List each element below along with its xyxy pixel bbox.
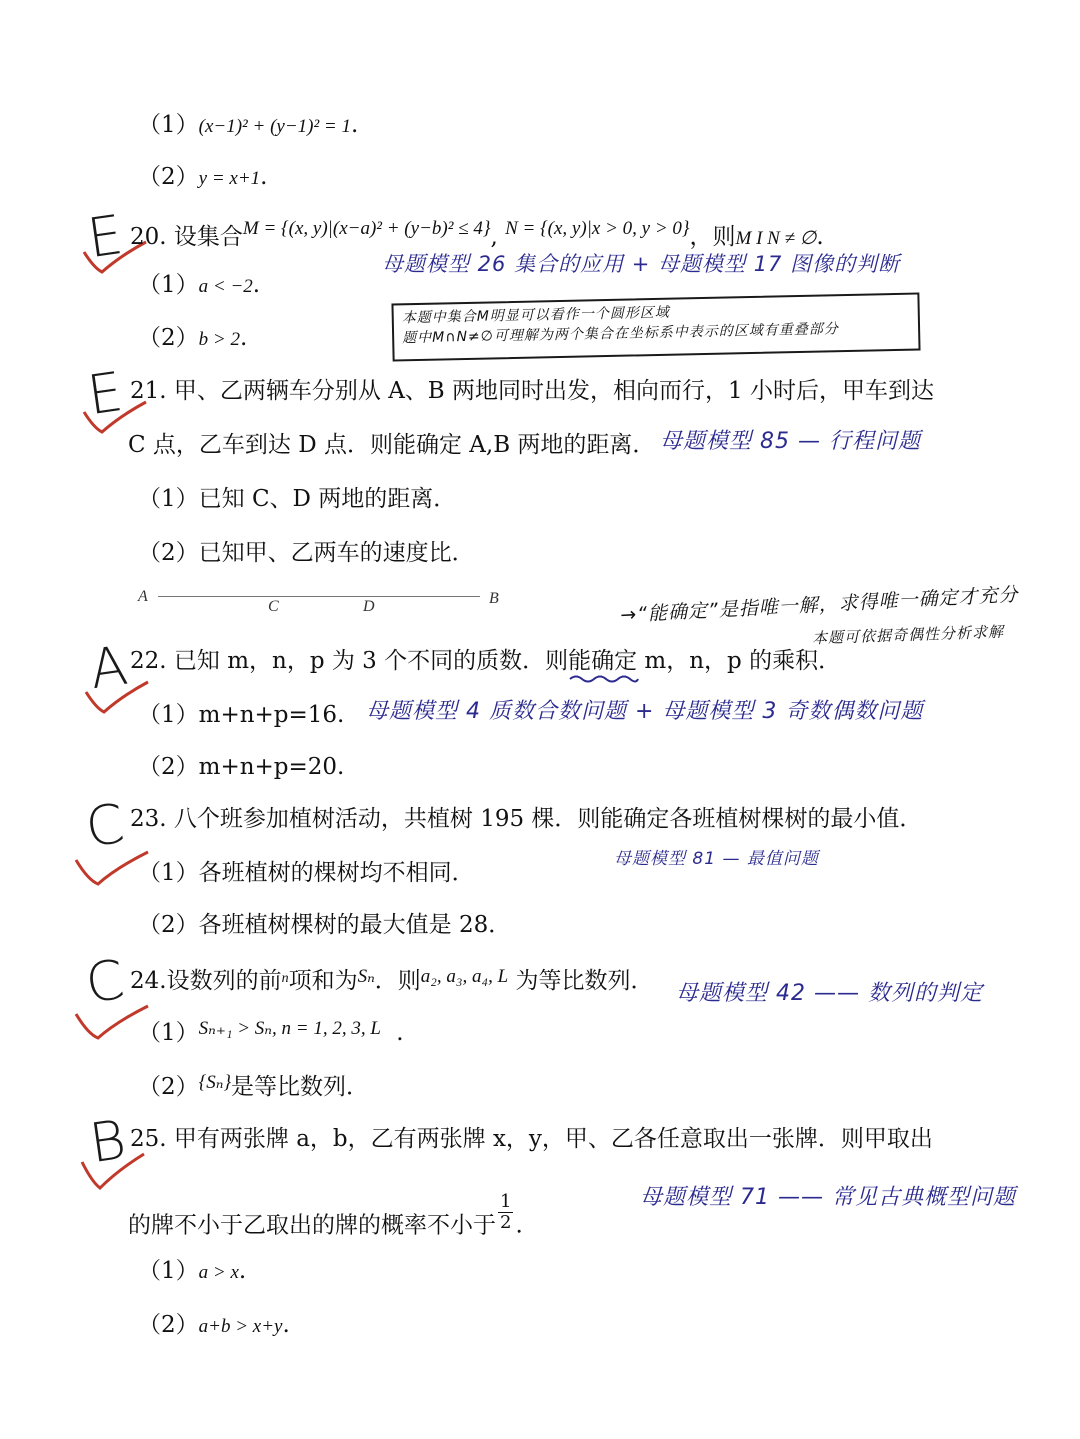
choice-label: （1） — [138, 272, 199, 298]
stem-text: 项和为 — [288, 968, 358, 994]
choice-formula: a+b > x+y — [198, 1316, 283, 1337]
stem-end: . — [816, 224, 824, 250]
q25-stem-line1 — [130, 1126, 933, 1154]
fraction-numerator: 1 — [500, 1191, 512, 1212]
stem-text: 甲、乙两辆车分别从 A、B 两地同时出发，相向而行，1 小时后，甲车到达 — [173, 378, 934, 404]
q24-choice-1 — [138, 1020, 404, 1048]
choice-formula: a > x — [198, 1262, 239, 1283]
q25-stem-line2 — [128, 1191, 523, 1247]
fraction-denominator: 2 — [500, 1211, 512, 1233]
question-number: 21. — [130, 378, 167, 404]
stem-text: 八个班参加植树活动，共植树 195 棵．则能确定各班植树棵树的最小值． — [173, 806, 923, 832]
handwritten-note-q25: 母题模型 71 —— 常见古典概型问题 — [640, 1185, 1016, 1210]
choice-formula: b > 2 — [198, 329, 240, 350]
question-number: 25. — [130, 1126, 167, 1152]
box-note-line: 本题中集合M明显可以看作一个圆形区域 — [401, 304, 670, 327]
handwritten-note-q20: 母题模型 26 集合的应用 + 母题模型 17 图像的判断 — [382, 252, 901, 276]
variable-n: n — [281, 971, 289, 986]
answer-mark-q21: E — [83, 359, 127, 428]
choice-formula: a < −2 — [198, 276, 253, 297]
stem-text: 设数列的前 — [166, 968, 282, 994]
q21-stem-line1 — [130, 378, 934, 406]
q24-choice-2 — [138, 1074, 369, 1102]
variable-s: Sₙ — [357, 966, 375, 987]
q23-choice-2: （2）各班植树棵树的最大值是 28． — [138, 912, 512, 938]
q21-stem-line2: C 点，乙车到达 D 点．则能确定 A,B 两地的距离． — [128, 432, 656, 458]
box-note-line: 题中M∩N≠∅可理解为两个集合在坐标系中表示的区域有重叠部分 — [402, 321, 839, 347]
choice-formula: y = x+1 — [198, 168, 261, 189]
q23-stem — [130, 806, 922, 834]
diagram-label-c: C — [268, 598, 279, 615]
choice-label: （2） — [138, 1074, 199, 1100]
answer-mark-q24: C — [81, 947, 128, 1016]
stem-text: ．则 — [374, 968, 421, 994]
question-number: 22. — [130, 648, 167, 674]
set-m-formula: M = {(x, y)|(x−a)² + (y−b)² ≤ 4} — [242, 218, 491, 239]
choice-end: . — [252, 272, 261, 298]
q21-choice-2: （2）已知甲、乙两车的速度比． — [138, 540, 475, 566]
choice-end: . — [396, 1020, 404, 1046]
stem-text: 设集合 — [173, 224, 243, 250]
choice-text: 是等比数列． — [231, 1074, 370, 1100]
handwritten-note-q24: 母题模型 42 —— 数列的判定 — [676, 981, 983, 1006]
wavy-underline-icon — [568, 674, 640, 684]
choice-label: （1） — [138, 112, 199, 138]
answer-mark-q20: E — [83, 202, 127, 271]
handwritten-note-q21: 母题模型 85 — 行程问题 — [660, 429, 921, 454]
answer-mark-q25: B — [85, 1107, 130, 1176]
diagram-segment — [158, 596, 480, 597]
diagram-label-d: D — [363, 598, 375, 615]
handwritten-side-note-line1: →“能确定”是指唯一解，求得唯一确定才充分 — [619, 583, 1019, 627]
choice-label: （2） — [138, 325, 199, 351]
choice-formula: {Sₙ} — [198, 1072, 232, 1093]
choice-end: . — [260, 164, 268, 190]
keyword-text: 能确定 — [568, 648, 638, 674]
stem-text: m，n，p 的乘积． — [637, 648, 842, 674]
question-number: 20. — [130, 224, 167, 250]
q19-choice-1 — [138, 112, 358, 140]
question-number: 24. — [130, 968, 167, 994]
q22-stem — [130, 648, 841, 676]
choice-label: （2） — [138, 164, 199, 190]
q20-choice-1 — [138, 272, 260, 300]
condition-formula: M I N ≠ ∅ — [735, 228, 817, 249]
handwritten-box-note — [391, 292, 920, 361]
stem-text: , — [490, 224, 498, 250]
q20-choice-2 — [138, 325, 247, 353]
q22-choice-1: （1）m+n+p=16. — [138, 702, 345, 728]
sequence-formula: a₂, a₃, a₄, L — [420, 966, 509, 987]
answer-mark-q22: A — [85, 633, 132, 702]
q19-choice-2 — [138, 164, 267, 192]
handwritten-note-q22: 母题模型 4 质数合数问题 + 母题模型 3 奇数偶数问题 — [366, 699, 924, 724]
stem-text: 的牌不小于乙取出的牌的概率不小于 — [128, 1212, 496, 1239]
check-mark-icon — [78, 1150, 148, 1194]
choice-end: . — [239, 325, 248, 351]
q22-choice-2: （2）m+n+p=20. — [138, 754, 345, 780]
choice-label: （2） — [138, 1312, 199, 1338]
q25-choice-2 — [138, 1312, 290, 1340]
question-number: 23. — [130, 806, 167, 832]
choice-label: （1） — [138, 1020, 199, 1046]
stem-text: 甲有两张牌 a，b，乙有两张牌 x，y，甲、乙各任意取出一张牌．则甲取出 — [173, 1126, 933, 1152]
fraction — [498, 1192, 513, 1233]
choice-formula: Sₙ₊₁ > Sₙ, n = 1, 2, 3, L — [198, 1018, 381, 1039]
diagram-label-b: B — [489, 590, 499, 607]
choice-label: （1） — [138, 1258, 199, 1284]
q25-choice-1 — [138, 1258, 246, 1286]
handwritten-note-q23: 母题模型 81 — 最值问题 — [614, 849, 819, 869]
stem-text: 已知 m，n，p 为 3 个不同的质数．则 — [173, 648, 569, 674]
choice-formula: (x−1)² + (y−1)² = 1 — [198, 116, 351, 137]
q24-stem — [130, 968, 653, 996]
set-n-formula: N = {(x, y)|x > 0, y > 0} — [505, 218, 690, 239]
choice-end: . — [351, 112, 359, 138]
q23-choice-1: （1）各班植树的棵树均不相同． — [138, 860, 475, 886]
stem-end: . — [515, 1212, 523, 1239]
stem-keyword — [568, 648, 637, 674]
stem-text: 为等比数列． — [515, 968, 654, 994]
handwritten-side-note-line2: 本题可依据奇偶性分析求解 — [811, 622, 1005, 648]
stem-text: ，则 — [689, 224, 736, 250]
choice-end: . — [238, 1258, 247, 1284]
q21-choice-1: （1）已知 C、D 两地的距离． — [138, 486, 457, 512]
choice-end: . — [282, 1312, 290, 1338]
diagram-label-a: A — [138, 588, 148, 605]
answer-mark-q23: C — [81, 791, 128, 860]
